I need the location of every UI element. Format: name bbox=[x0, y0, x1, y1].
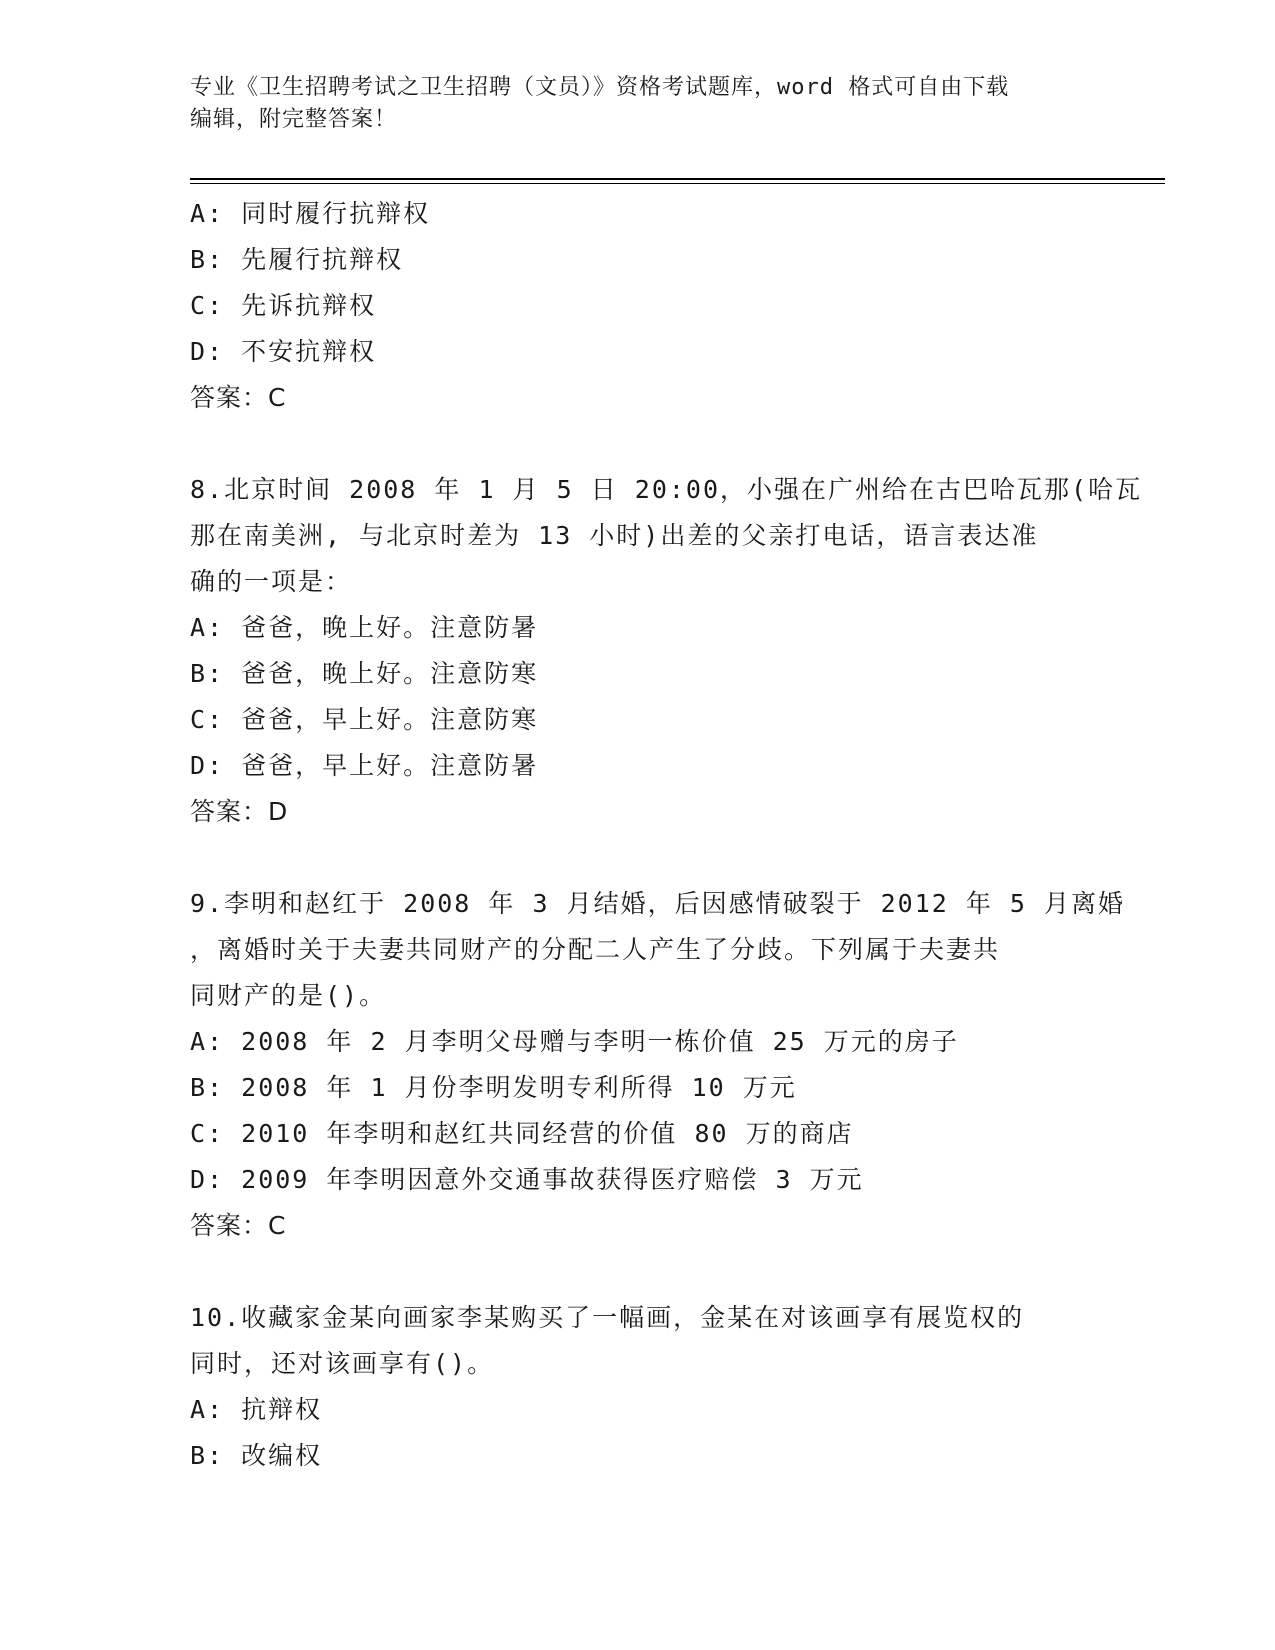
header-line-1: 专业《卫生招聘考试之卫生招聘（文员）》资格考试题库，word 格式可自由下载 bbox=[190, 75, 1010, 100]
q7-answer: 答案：C bbox=[190, 383, 287, 412]
header-divider-thick bbox=[190, 178, 1165, 180]
q10-stem-line-1: 10.收藏家金某向画家李某购买了一幅画，金某在对该画享有展览权的 bbox=[190, 1303, 1025, 1332]
question-list bbox=[190, 191, 1143, 1479]
q9-option-c: C: 2010 年李明和赵红共同经营的价值 80 万的商店 bbox=[190, 1119, 854, 1148]
spacer bbox=[190, 835, 1090, 881]
q8-option-d: D: 爸爸，早上好。注意防暑 bbox=[190, 751, 539, 780]
q9-option-a: A: 2008 年 2 月李明父母赠与李明一栋价值 25 万元的房子 bbox=[190, 1027, 959, 1056]
header-line-2: 编辑，附完整答案！ bbox=[190, 107, 398, 132]
q8-stem-line-2: 那在南美洲, 与北京时差为 13 小时)出差的父亲打电话，语言表达准 bbox=[190, 521, 1039, 550]
question-10 bbox=[190, 1295, 1090, 1479]
question-7 bbox=[190, 191, 1090, 421]
q7-option-d: D: 不安抗辩权 bbox=[190, 337, 377, 366]
question-8 bbox=[190, 467, 1143, 835]
q8-option-a: A: 爸爸，晚上好。注意防暑 bbox=[190, 613, 539, 642]
q9-answer: 答案：C bbox=[190, 1211, 287, 1240]
q9-stem-line-1: 9.李明和赵红于 2008 年 3 月结婚，后因感情破裂于 2012 年 5 月离婚 bbox=[190, 889, 1126, 918]
q8-answer: 答案：D bbox=[190, 797, 289, 826]
q10-option-a: A: 抗辩权 bbox=[190, 1395, 323, 1424]
q8-stem-line-1: 8.北京时间 2008 年 1 月 5 日 20:00，小强在广州给在古巴哈瓦那(哈瓦 bbox=[190, 475, 1143, 504]
q7-option-a: A: 同时履行抗辩权 bbox=[190, 199, 431, 228]
q10-stem-line-2: 同时，还对该画享有()。 bbox=[190, 1349, 495, 1378]
question-9 bbox=[190, 881, 1126, 1249]
q8-option-b: B: 爸爸，晚上好。注意防寒 bbox=[190, 659, 539, 688]
q8-option-c: C: 爸爸，早上好。注意防寒 bbox=[190, 705, 539, 734]
q8-stem-line-3: 确的一项是： bbox=[190, 567, 353, 596]
header-divider-thin bbox=[190, 183, 1165, 184]
q7-option-c: C: 先诉抗辩权 bbox=[190, 291, 377, 320]
q9-option-b: B: 2008 年 1 月份李明发明专利所得 10 万元 bbox=[190, 1073, 797, 1102]
q9-stem-line-3: 同财产的是()。 bbox=[190, 981, 387, 1010]
q9-stem-line-2: ，离婚时关于夫妻共同财产的分配二人产生了分歧。下列属于夫妻共 bbox=[190, 935, 1001, 964]
spacer bbox=[190, 421, 1090, 467]
q9-option-d: D: 2009 年李明因意外交通事故获得医疗赔偿 3 万元 bbox=[190, 1165, 864, 1194]
spacer bbox=[190, 1249, 1090, 1295]
q7-option-b: B: 先履行抗辩权 bbox=[190, 245, 404, 274]
document-header bbox=[190, 72, 1090, 136]
q10-option-b: B: 改编权 bbox=[190, 1441, 323, 1470]
